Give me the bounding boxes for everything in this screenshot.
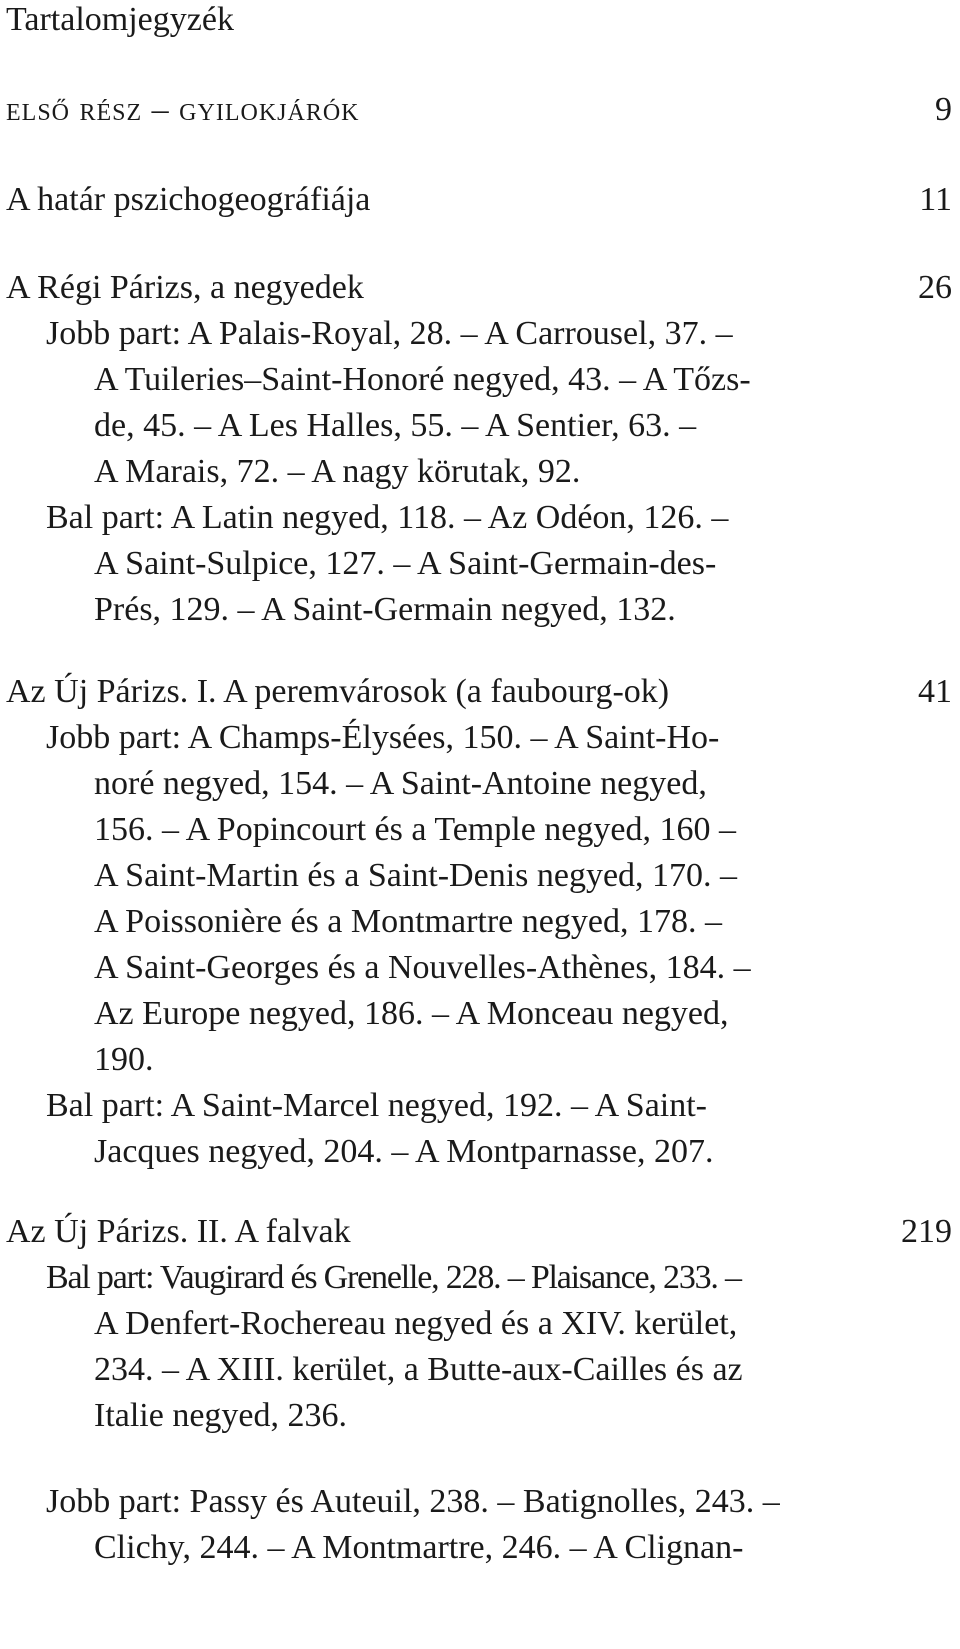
toc-entry-line: A Marais, 72. – A nagy körutak, 92. <box>94 453 581 490</box>
part-page-number: 9 <box>935 91 952 128</box>
toc-entry-line: de, 45. – A Les Halles, 55. – A Sentier, 63. – <box>94 407 697 444</box>
toc-entry-line: Italie negyed, 236. <box>94 1397 348 1434</box>
toc-entry-line: noré negyed, 154. – A Saint-Antoine negyed, <box>94 765 707 802</box>
toc-entry-line: 190. <box>94 1041 154 1078</box>
toc-entry-line: A Tuileries–Saint-Honoré negyed, 43. – A Tőzs- <box>94 361 751 398</box>
toc-entry-line: Clichy, 244. – A Montmartre, 246. – A Clignan- <box>94 1529 744 1566</box>
toc-entry-line: Bal part: Vaugirard és Grenelle, 228. – Plaisance, 233. – <box>46 1259 741 1296</box>
toc-entry-line: Bal part: A Latin negyed, 118. – Az Odéon, 126. – <box>46 499 729 536</box>
toc-entry-line: Jobb part: A Palais-Royal, 28. – A Carrousel, 37. – <box>46 315 733 352</box>
section-title: Az Új Párizs. I. A peremvárosok (a faubourg-ok) <box>6 673 670 710</box>
section-title: Az Új Párizs. II. A falvak <box>6 1213 351 1250</box>
toc-entry-line: Bal part: A Saint-Marcel negyed, 192. – A Saint- <box>46 1087 708 1124</box>
section-title: A Régi Párizs, a negyedek <box>6 269 364 306</box>
toc-entry-line: Az Europe negyed, 186. – A Monceau negyed, <box>94 995 729 1032</box>
toc-entry-line: Prés, 129. – A Saint-Germain negyed, 132. <box>94 591 676 628</box>
toc-entry-line: Jobb part: A Champs-Élysées, 150. – A Saint-Ho- <box>46 719 720 756</box>
toc-entry-line: 234. – A XIII. kerület, a Butte-aux-Cailles és az <box>94 1351 743 1388</box>
toc-entry-line: A Saint-Georges és a Nouvelles-Athènes, 184. – <box>94 949 751 986</box>
section-page-number: 11 <box>919 181 952 218</box>
section-page-number: 219 <box>901 1213 952 1250</box>
toc-entry-line: Jobb part: Passy és Auteuil, 238. – Batignolles, 243. – <box>46 1483 780 1520</box>
part-heading: első rész – gyilokjárók <box>6 91 360 128</box>
section-title: A határ pszichogeográfiája <box>6 181 371 218</box>
toc-entry-line: 156. – A Popincourt és a Temple negyed, 160 – <box>94 811 736 848</box>
toc-entry-line: Jacques negyed, 204. – A Montparnasse, 207. <box>94 1133 714 1170</box>
page-title: Tartalomjegyzék <box>6 1 234 38</box>
toc-entry-line: A Saint-Sulpice, 127. – A Saint-Germain-des- <box>94 545 717 582</box>
toc-entry-line: A Saint-Martin és a Saint-Denis negyed, 170. – <box>94 857 738 894</box>
section-page-number: 26 <box>918 269 952 306</box>
section-page-number: 41 <box>918 673 952 710</box>
toc-entry-line: A Denfert-Rochereau negyed és a XIV. kerület, <box>94 1305 738 1342</box>
toc-entry-line: A Poissonière és a Montmartre negyed, 178. – <box>94 903 722 940</box>
